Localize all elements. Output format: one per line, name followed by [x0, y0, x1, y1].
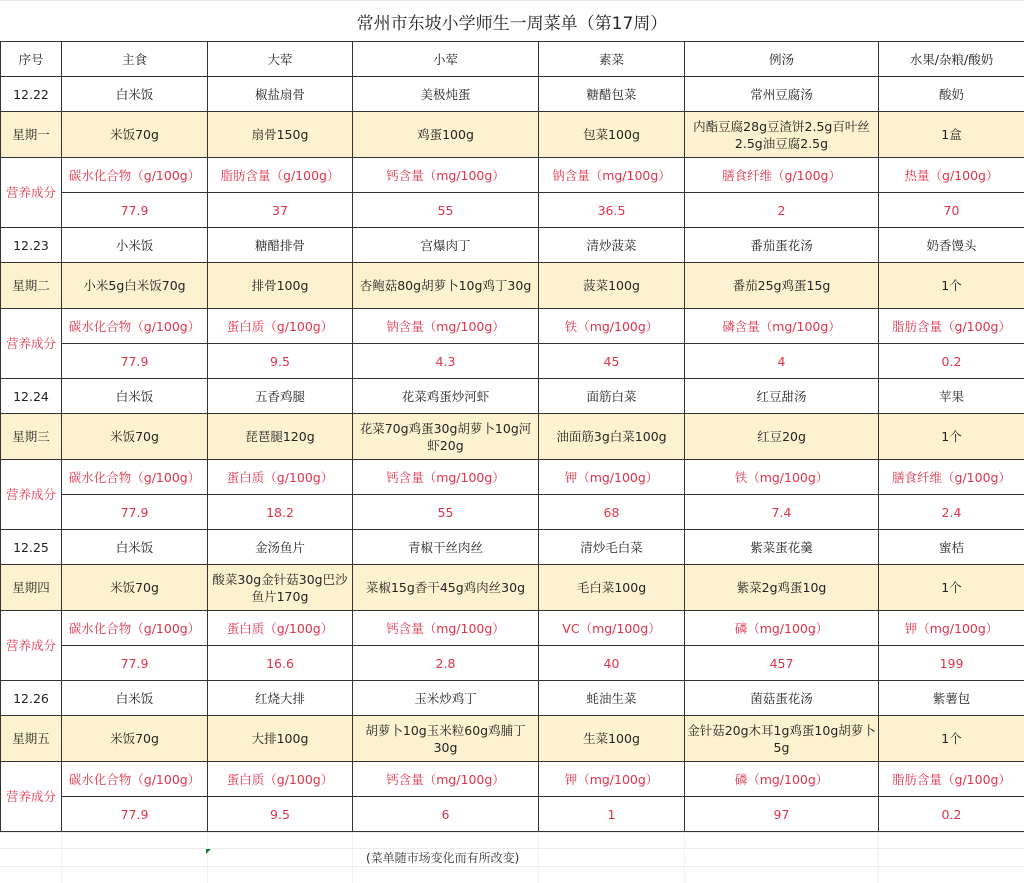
ingredient-cell-fruit[interactable]: 1个: [879, 565, 1024, 611]
dish-cell-staple[interactable]: 白米饭: [62, 530, 208, 565]
date-row: [1, 379, 1024, 414]
header-cell-side-meat[interactable]: 小荤: [353, 42, 539, 77]
date-row: [1, 530, 1024, 565]
nutrient-value-cell[interactable]: 2: [685, 193, 879, 228]
ingredient-row: [1, 565, 1024, 611]
ingredient-cell-fruit[interactable]: 1个: [879, 263, 1024, 309]
ingredient-cell-staple[interactable]: 米饭70g: [62, 414, 208, 460]
dish-cell-side-meat[interactable]: 青椒干丝肉丝: [353, 530, 539, 565]
ingredient-cell-side-meat[interactable]: 胡萝卜10g玉米粒60g鸡脯丁30g: [353, 716, 539, 762]
nutrient-value-cell[interactable]: 45: [539, 344, 685, 379]
nutrient-value-cell[interactable]: 77.9: [62, 344, 208, 379]
nutrient-value-cell[interactable]: 0.2: [879, 344, 1024, 379]
nutrient-value-cell[interactable]: 37: [208, 193, 353, 228]
ingredient-cell-fruit[interactable]: 1个: [879, 716, 1024, 762]
ingredient-cell-fruit[interactable]: 1个: [879, 414, 1024, 460]
dish-cell-soup[interactable]: 番茄蛋花汤: [685, 228, 879, 263]
date-row: [1, 228, 1024, 263]
ingredient-cell-staple[interactable]: 米饭70g: [62, 716, 208, 762]
nutrient-value-row: [1, 193, 1024, 228]
nutrient-name-cell[interactable]: 磷含量（mg/100g）: [685, 309, 879, 344]
date-cell[interactable]: 12.22: [1, 77, 62, 112]
ingredient-cell-soup[interactable]: 番茄25g鸡蛋15g: [685, 263, 879, 309]
nutrient-value-row: [1, 344, 1024, 379]
dish-cell-fruit[interactable]: 酸奶: [879, 77, 1024, 112]
ingredient-cell-staple[interactable]: 米饭70g: [62, 112, 208, 158]
cell-comment-marker-icon: [206, 849, 211, 854]
nutrition-label-cell[interactable]: 营养成分: [1, 158, 62, 228]
dish-cell-vegetable[interactable]: 清炒毛白菜: [539, 530, 685, 565]
nutrient-value-cell[interactable]: 6: [353, 797, 539, 832]
ingredient-cell-side-meat[interactable]: 菜椒15g香干45g鸡肉丝30g: [353, 565, 539, 611]
nutrient-name-cell[interactable]: 钠含量（mg/100g）: [539, 158, 685, 193]
dish-cell-main-meat[interactable]: 五香鸡腿: [208, 379, 353, 414]
nutrient-value-cell[interactable]: 4.3: [353, 344, 539, 379]
nutrient-name-cell[interactable]: 钙含量（mg/100g）: [353, 611, 539, 646]
nutrient-value-row: [1, 797, 1024, 832]
ingredient-cell-soup[interactable]: 紫菜2g鸡蛋10g: [685, 565, 879, 611]
dish-cell-side-meat[interactable]: 美极炖蛋: [353, 77, 539, 112]
ingredient-cell-side-meat[interactable]: 鸡蛋100g: [353, 112, 539, 158]
dish-cell-staple[interactable]: 白米饭: [62, 77, 208, 112]
nutrient-value-cell[interactable]: 2.8: [353, 646, 539, 681]
nutrient-name-cell[interactable]: 钾（mg/100g）: [879, 611, 1024, 646]
nutrient-name-cell[interactable]: 钙含量（mg/100g）: [353, 158, 539, 193]
nutrient-label-row: [1, 460, 1024, 495]
dish-cell-soup[interactable]: 红豆甜汤: [685, 379, 879, 414]
nutrient-label-row: [1, 309, 1024, 344]
ingredient-row: [1, 112, 1024, 158]
nutrient-value-cell[interactable]: 70: [879, 193, 1024, 228]
nutrient-value-cell[interactable]: 1: [539, 797, 685, 832]
header-cell-main-meat[interactable]: 大荤: [208, 42, 353, 77]
dish-cell-staple[interactable]: 白米饭: [62, 379, 208, 414]
dish-cell-soup[interactable]: 常州豆腐汤: [685, 77, 879, 112]
date-cell[interactable]: 12.25: [1, 530, 62, 565]
header-cell-vegetable[interactable]: 素菜: [539, 42, 685, 77]
dish-cell-vegetable[interactable]: 面筋白菜: [539, 379, 685, 414]
nutrient-value-cell[interactable]: 77.9: [62, 193, 208, 228]
nutrient-value-row: [1, 495, 1024, 530]
header-cell-soup[interactable]: 例汤: [685, 42, 879, 77]
date-row: [1, 681, 1024, 716]
nutrient-name-cell[interactable]: 碳水化合物（g/100g）: [62, 762, 208, 797]
menu-title: 常州市东坡小学师生一周菜单（第17周）: [0, 0, 1024, 42]
nutrient-value-row: [1, 646, 1024, 681]
nutrition-label-cell[interactable]: 营养成分: [1, 611, 62, 681]
nutrient-name-cell[interactable]: 蛋白质（g/100g）: [208, 460, 353, 495]
dish-cell-fruit[interactable]: 紫薯包: [879, 681, 1024, 716]
date-row: [1, 77, 1024, 112]
nutrient-label-row: [1, 762, 1024, 797]
nutrient-value-cell[interactable]: 77.9: [62, 797, 208, 832]
ingredient-row: [1, 263, 1024, 309]
nutrient-value-cell[interactable]: 77.9: [62, 646, 208, 681]
date-cell[interactable]: 12.24: [1, 379, 62, 414]
nutrient-value-cell[interactable]: 97: [685, 797, 879, 832]
dish-cell-vegetable[interactable]: 糖醋包菜: [539, 77, 685, 112]
date-cell[interactable]: 12.23: [1, 228, 62, 263]
weekday-cell[interactable]: 星期五: [1, 716, 62, 762]
nutrient-value-cell[interactable]: 457: [685, 646, 879, 681]
nutrient-name-cell[interactable]: 铁（mg/100g）: [685, 460, 879, 495]
nutrient-value-cell[interactable]: 2.4: [879, 495, 1024, 530]
nutrient-name-cell[interactable]: 脂肪含量（g/100g）: [879, 762, 1024, 797]
dish-cell-main-meat[interactable]: 椒盐扇骨: [208, 77, 353, 112]
nutrient-value-cell[interactable]: 18.2: [208, 495, 353, 530]
ingredient-cell-main-meat[interactable]: 扇骨150g: [208, 112, 353, 158]
nutrient-name-cell[interactable]: 碳水化合物（g/100g）: [62, 611, 208, 646]
nutrient-name-cell[interactable]: 磷（mg/100g）: [685, 611, 879, 646]
ingredient-cell-fruit[interactable]: 1盒: [879, 112, 1024, 158]
dish-cell-fruit[interactable]: 蜜桔: [879, 530, 1024, 565]
nutrient-value-cell[interactable]: 55: [353, 495, 539, 530]
nutrient-name-cell[interactable]: 碳水化合物（g/100g）: [62, 158, 208, 193]
ingredient-cell-main-meat[interactable]: 琵琶腿120g: [208, 414, 353, 460]
nutrient-name-cell[interactable]: 钾（mg/100g）: [539, 460, 685, 495]
nutrient-value-cell[interactable]: 0.2: [879, 797, 1024, 832]
footer-note: (菜单随市场变化而有所改变): [366, 851, 520, 865]
nutrient-name-cell[interactable]: 碳水化合物（g/100g）: [62, 309, 208, 344]
date-cell[interactable]: 12.26: [1, 681, 62, 716]
nutrient-name-cell[interactable]: 钙含量（mg/100g）: [353, 762, 539, 797]
dish-cell-staple[interactable]: 白米饭: [62, 681, 208, 716]
nutrient-value-cell[interactable]: 7.4: [685, 495, 879, 530]
dish-cell-soup[interactable]: 菌菇蛋花汤: [685, 681, 879, 716]
weekday-cell[interactable]: 星期三: [1, 414, 62, 460]
ingredient-cell-staple[interactable]: 小米5g白米饭70g: [62, 263, 208, 309]
nutrient-value-cell[interactable]: 4: [685, 344, 879, 379]
nutrient-name-cell[interactable]: 钙含量（mg/100g）: [353, 460, 539, 495]
weekday-cell[interactable]: 星期一: [1, 112, 62, 158]
dish-cell-fruit[interactable]: 苹果: [879, 379, 1024, 414]
ingredient-row: [1, 414, 1024, 460]
ingredient-cell-main-meat[interactable]: 大排100g: [208, 716, 353, 762]
nutrient-name-cell[interactable]: 膳食纤维（g/100g）: [879, 460, 1024, 495]
ingredient-cell-soup[interactable]: 金针菇20g木耳1g鸡蛋10g胡萝卜5g: [685, 716, 879, 762]
nutrient-value-cell[interactable]: 9.5: [208, 344, 353, 379]
weekly-menu-table: [0, 41, 1024, 832]
ingredient-cell-soup[interactable]: 内酯豆腐28g豆渣饼2.5g百叶丝2.5g油豆腐2.5g: [685, 112, 879, 158]
nutrient-name-cell[interactable]: 脂肪含量（g/100g）: [879, 309, 1024, 344]
dish-cell-vegetable[interactable]: 蚝油生菜: [539, 681, 685, 716]
nutrition-label-cell[interactable]: 营养成分: [1, 309, 62, 379]
dish-cell-main-meat[interactable]: 糖醋排骨: [208, 228, 353, 263]
ingredient-row: [1, 716, 1024, 762]
nutrient-name-cell[interactable]: 膳食纤维（g/100g）: [685, 158, 879, 193]
ingredient-cell-soup[interactable]: 红豆20g: [685, 414, 879, 460]
ingredient-cell-vegetable[interactable]: 生菜100g: [539, 716, 685, 762]
nutrient-name-cell[interactable]: 钠含量（mg/100g）: [353, 309, 539, 344]
dish-cell-side-meat[interactable]: 玉米炒鸡丁: [353, 681, 539, 716]
dish-cell-vegetable[interactable]: 清炒菠菜: [539, 228, 685, 263]
nutrient-value-cell[interactable]: 16.6: [208, 646, 353, 681]
dish-cell-main-meat[interactable]: 红烧大排: [208, 681, 353, 716]
header-row: [1, 42, 1024, 77]
nutrient-label-row: [1, 611, 1024, 646]
weekday-cell[interactable]: 星期四: [1, 565, 62, 611]
ingredient-cell-vegetable[interactable]: 油面筋3g白菜100g: [539, 414, 685, 460]
nutrition-label-cell[interactable]: 营养成分: [1, 460, 62, 530]
nutrient-value-cell[interactable]: 199: [879, 646, 1024, 681]
nutrient-name-cell[interactable]: 蛋白质（g/100g）: [208, 309, 353, 344]
nutrient-name-cell[interactable]: VC（mg/100g）: [539, 611, 685, 646]
ingredient-cell-vegetable[interactable]: 包菜100g: [539, 112, 685, 158]
nutrition-label-cell[interactable]: 营养成分: [1, 762, 62, 832]
dish-cell-side-meat[interactable]: 花菜鸡蛋炒河虾: [353, 379, 539, 414]
nutrient-name-cell[interactable]: 脂肪含量（g/100g）: [208, 158, 353, 193]
nutrient-name-cell[interactable]: 热量（g/100g）: [879, 158, 1024, 193]
nutrient-value-cell[interactable]: 9.5: [208, 797, 353, 832]
ingredient-cell-side-meat[interactable]: 杏鲍菇80g胡萝卜10g鸡丁30g: [353, 263, 539, 309]
ingredient-cell-vegetable[interactable]: 毛白菜100g: [539, 565, 685, 611]
dish-cell-soup[interactable]: 紫菜蛋花羹: [685, 530, 879, 565]
nutrient-name-cell[interactable]: 钾（mg/100g）: [539, 762, 685, 797]
dish-cell-side-meat[interactable]: 宫爆肉丁: [353, 228, 539, 263]
dish-cell-main-meat[interactable]: 金汤鱼片: [208, 530, 353, 565]
nutrient-name-cell[interactable]: 磷（mg/100g）: [685, 762, 879, 797]
nutrient-name-cell[interactable]: 蛋白质（g/100g）: [208, 611, 353, 646]
ingredient-cell-main-meat[interactable]: 排骨100g: [208, 263, 353, 309]
nutrient-value-cell[interactable]: 55: [353, 193, 539, 228]
nutrient-label-row: [1, 158, 1024, 193]
ingredient-cell-vegetable[interactable]: 菠菜100g: [539, 263, 685, 309]
nutrient-value-cell[interactable]: 68: [539, 495, 685, 530]
nutrient-value-cell[interactable]: 77.9: [62, 495, 208, 530]
nutrient-value-cell[interactable]: 40: [539, 646, 685, 681]
ingredient-cell-staple[interactable]: 米饭70g: [62, 565, 208, 611]
nutrient-name-cell[interactable]: 蛋白质（g/100g）: [208, 762, 353, 797]
ingredient-cell-main-meat[interactable]: 酸菜30g金针菇30g巴沙鱼片170g: [208, 565, 353, 611]
nutrient-name-cell[interactable]: 碳水化合物（g/100g）: [62, 460, 208, 495]
dish-cell-staple[interactable]: 小米饭: [62, 228, 208, 263]
ingredient-cell-side-meat[interactable]: 花菜70g鸡蛋30g胡萝卜10g河虾20g: [353, 414, 539, 460]
weekday-cell[interactable]: 星期二: [1, 263, 62, 309]
nutrient-value-cell[interactable]: 36.5: [539, 193, 685, 228]
header-cell-staple[interactable]: 主食: [62, 42, 208, 77]
dish-cell-fruit[interactable]: 奶香馒头: [879, 228, 1024, 263]
header-cell-index[interactable]: 序号: [1, 42, 62, 77]
header-cell-fruit[interactable]: 水果/杂粮/酸奶: [879, 42, 1024, 77]
nutrient-name-cell[interactable]: 铁（mg/100g）: [539, 309, 685, 344]
